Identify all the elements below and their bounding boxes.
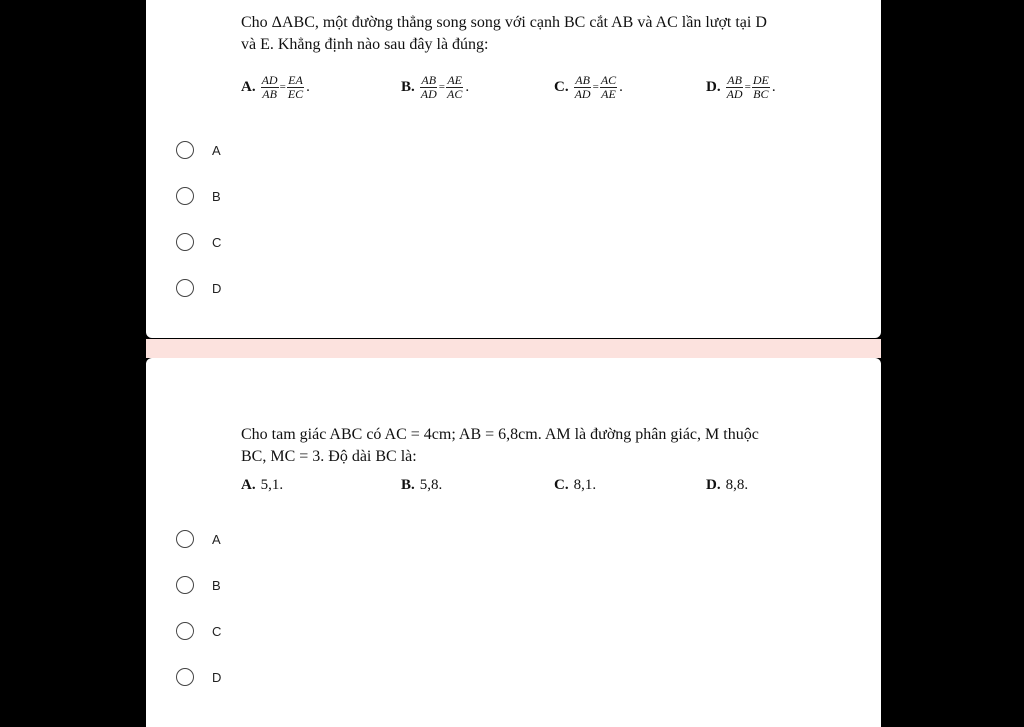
radio-button[interactable] [176, 622, 194, 640]
fraction: $\frac{DE}{BC}$ [752, 72, 769, 101]
radio-button[interactable] [176, 233, 194, 251]
q1-option-c: C. $\frac{AB}{AD}$ = $\frac{AC}{AE}$ . [554, 72, 623, 101]
q2-option-d: D. 8,8. [706, 476, 749, 493]
radio-button[interactable] [176, 576, 194, 594]
question-2-line-1: Cho tam giác ABC có AC = 4cm; AB = 6,8cm. AM là đường phân giác, M thuộc [241, 426, 759, 443]
q1-option-d: D. $\frac{AB}{AD}$ = $\frac{DE}{BC}$ . [706, 72, 776, 101]
question-1-line-1: Cho ΔABC, một đường thẳng song song với cạnh BC cắt AB và AC lần lượt tại D [241, 14, 767, 31]
q2-option-c: C. 8,1. [554, 476, 597, 493]
question-1-options [241, 70, 871, 104]
q1-choice-c[interactable]: C [176, 229, 221, 255]
q2-choice-c[interactable]: C [176, 618, 221, 644]
q1-option-a: A. $\frac{AD}{AB}$ = $\frac{EA}{EC}$ . [241, 72, 310, 101]
q1-choice-b[interactable]: B [176, 183, 221, 209]
fraction: $\frac{AB}{AD}$ [726, 72, 743, 101]
radio-button[interactable] [176, 279, 194, 297]
q2-choice-a[interactable]: A [176, 526, 221, 552]
q2-option-b: B. 5,8. [401, 476, 443, 493]
fraction: $\frac{AD}{AB}$ [261, 72, 278, 101]
question-2-text [241, 424, 871, 468]
card-separator [146, 339, 881, 358]
fraction: $\frac{AB}{AD}$ [574, 72, 591, 101]
question-2-options [241, 468, 871, 502]
q2-choice-d[interactable]: D [176, 664, 221, 690]
fraction: $\frac{AB}{AD}$ [420, 72, 437, 101]
question-2-line-2: BC, MC = 3. Độ dài BC là: [241, 448, 417, 465]
q2-choice-b[interactable]: B [176, 572, 221, 598]
question-card-2 [146, 358, 881, 727]
q1-option-b: B. $\frac{AB}{AD}$ = $\frac{AE}{AC}$ . [401, 72, 470, 101]
fraction: $\frac{EA}{EC}$ [287, 72, 304, 101]
q1-choice-d[interactable]: D [176, 275, 221, 301]
radio-button[interactable] [176, 187, 194, 205]
question-1-text [241, 12, 871, 56]
question-1-line-2: và E. Khẳng định nào sau đây là đúng: [241, 36, 489, 53]
question-card-1 [146, 0, 881, 338]
q1-choice-a[interactable]: A [176, 137, 221, 163]
radio-button[interactable] [176, 141, 194, 159]
fraction: $\frac{AE}{AC}$ [446, 72, 463, 101]
q2-option-a: A. 5,1. [241, 476, 284, 493]
radio-button[interactable] [176, 530, 194, 548]
radio-button[interactable] [176, 668, 194, 686]
fraction: $\frac{AC}{AE}$ [600, 72, 617, 101]
